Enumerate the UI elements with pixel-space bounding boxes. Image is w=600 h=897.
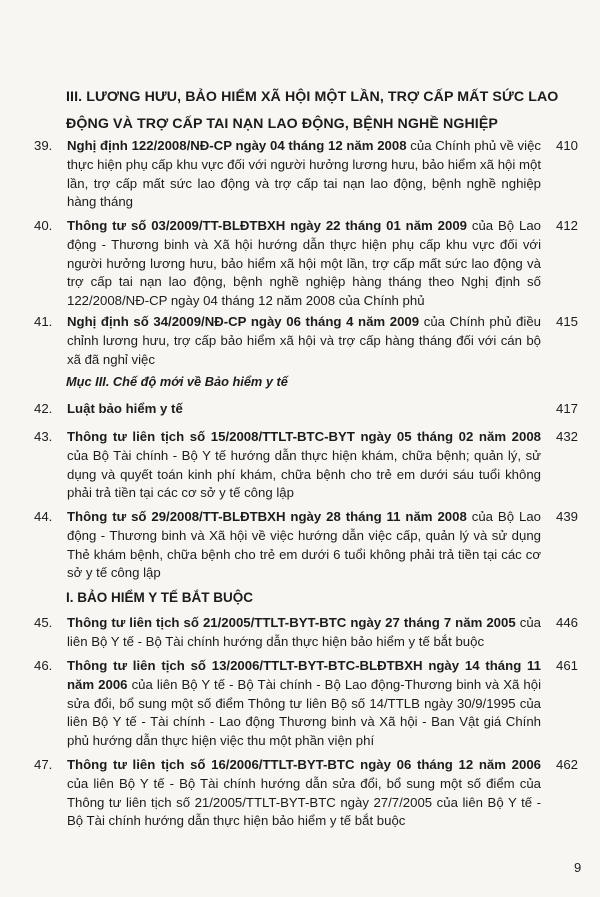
entry-description: của Chính phủ về việc thực hiện phụ cấp khu vực đối với người hưởng lương hưu, bảo hiểm xã hội một lần, trợ cấp mất sức lao động và trợ cấp tai nạn lao động, bệnh nghề nghiệp hàng tháng [67, 138, 542, 210]
entry-number: 41. [34, 314, 53, 329]
entry-title: Nghị định 122/2008/NĐ-CP ngày 04 tháng 12 năm 2008 [67, 138, 407, 153]
entry-description: của Bộ Lao động - Thương binh và Xã hội hướng dẫn thực hiện phụ cấp khu vực đối với người hưởng lương hưu, bảo hiểm xã hội một lần, trợ cấp mất sức lao động và trợ cấp tai nạn lao động, bệnh nghề nghiệp hàng tháng theo Nghị định số 122/2008/NĐ-CP ngày 04 tháng 12 năm 2008 của Chính phủ [67, 218, 542, 309]
section-heading-line-1: III. LƯƠNG HƯU, BẢO HIỂM XÃ HỘI MỘT LẦN, TRỢ CẤP MẤT SỨC LAO [66, 89, 559, 105]
entry-number: 40. [34, 218, 53, 233]
entry-title: Thông tư liên tịch số 16/2006/TTLT-BYT-BTC ngày 06 tháng 12 năm 2006 [67, 757, 541, 772]
entry-number: 46. [34, 658, 53, 673]
section-heading-i: I. BẢO HIỂM Y TẾ BẮT BUỘC [66, 590, 254, 605]
entry-page: 417 [555, 401, 578, 416]
entry-number: 42. [34, 401, 53, 416]
entry-description: của Chính phủ điều chỉnh lương hưu, trợ cấp bảo hiểm xã hội và trợ cấp hàng tháng đối với cán bộ xã đã nghỉ việc [67, 314, 541, 367]
entry-text [67, 428, 541, 503]
entry-number: 45. [34, 615, 53, 630]
entry-title: Thông tư liên tịch số 15/2008/TTLT-BTC-BYT ngày 05 tháng 02 năm 2008 [67, 429, 541, 444]
entry-text [67, 137, 541, 212]
entry-title: Thông tư liên tịch số 21/2005/TTLT-BYT-BTC ngày 27 tháng 7 năm 2005 [67, 615, 516, 630]
entry-text [67, 657, 541, 751]
entry-text [67, 756, 541, 831]
entry-number: 43. [34, 429, 53, 444]
entry-title: Luật bảo hiểm y tế [67, 401, 183, 416]
entry-page: 461 [555, 658, 578, 673]
entry-description: của Bộ Lao động - Thương binh và Xã hội về việc hướng dẫn việc cấp, quản lý và sử dụng Thẻ khám bệnh, chữa bệnh cho trẻ em dưới 6 tuổi không phải trả tiền tại các cơ sở y tế công lập [67, 509, 541, 581]
entry-number: 47. [34, 757, 53, 772]
entry-title: Thông tư số 03/2009/TT-BLĐTBXH ngày 22 tháng 01 năm 2009 [67, 218, 467, 233]
entry-number: 39. [34, 138, 53, 153]
entry-description: của Bộ Tài chính - Bộ Y tế hướng dẫn thực hiện khám, chữa bệnh; quản lý, sử dụng và quyết toán kinh phí khám, chữa bệnh cho trẻ em dưới sáu tuổi không phải trả tiền tại các cơ sở y tế công lập [67, 447, 541, 501]
entry-text [67, 614, 541, 652]
entry-number: 44. [34, 509, 53, 524]
entry-title: Nghị định số 34/2009/NĐ-CP ngày 06 tháng 4 năm 2009 [67, 314, 420, 329]
entry-page: 412 [555, 218, 578, 233]
page-number: 9 [574, 860, 582, 875]
section-heading-iii [66, 84, 566, 138]
section-heading-line-2: ĐỘNG VÀ TRỢ CẤP TAI NẠN LAO ĐỘNG, BỆNH NGHỀ NGHIỆP [66, 116, 498, 132]
entry-text [67, 313, 541, 369]
entry-page: 462 [555, 757, 578, 772]
entry-title: Thông tư liên tịch số 13/2006/TTLT-BYT-BTC-BLĐTBXH ngày 14 tháng 11 năm 2006 [67, 658, 541, 692]
entry-description: của liên Bộ Y tế - Bộ Tài chính hướng dẫn sửa đổi, bổ sung một số điểm của Thông tư liên tịch số 21/2005/TTLT-BYT-BTC ngày 27/7/2005 của liên Bộ Y tế - Bộ Tài chính hướng dẫn thực hiện bảo hiểm y tế bắt buộc [67, 775, 541, 829]
entry-description: của liên Bộ Y tế - Bộ Tài chính - Bộ Lao động-Thương binh và Xã hội sửa đổi, bổ sung một số điểm Thông tư liên Bộ số 14/TTLB ngày 30/9/1995 của liên Bộ Y tế - Tài chính - Lao động Thương binh và Xã hội - Ban Vật giá Chính phủ hướng dẫn thực hiện việc thu một phần viện phí [67, 676, 541, 749]
entry-description: của liên Bộ Y tế - Bộ Tài chính hướng dẫn thực hiện bảo hiểm y tế bắt buộc [67, 615, 541, 649]
entry-page: 415 [555, 314, 578, 329]
subsection-heading-muc-iii: Mục III. Chế độ mới về Bảo hiểm y tế [66, 374, 288, 389]
entry-text [67, 217, 541, 311]
entry-text [67, 508, 541, 583]
entry-page: 410 [555, 138, 578, 153]
entry-page: 446 [555, 615, 578, 630]
entry-page: 432 [555, 429, 578, 444]
entry-page: 439 [555, 509, 578, 524]
entry-text [67, 400, 541, 419]
entry-title: Thông tư số 29/2008/TT-BLĐTBXH ngày 28 tháng 11 năm 2008 [67, 509, 467, 524]
